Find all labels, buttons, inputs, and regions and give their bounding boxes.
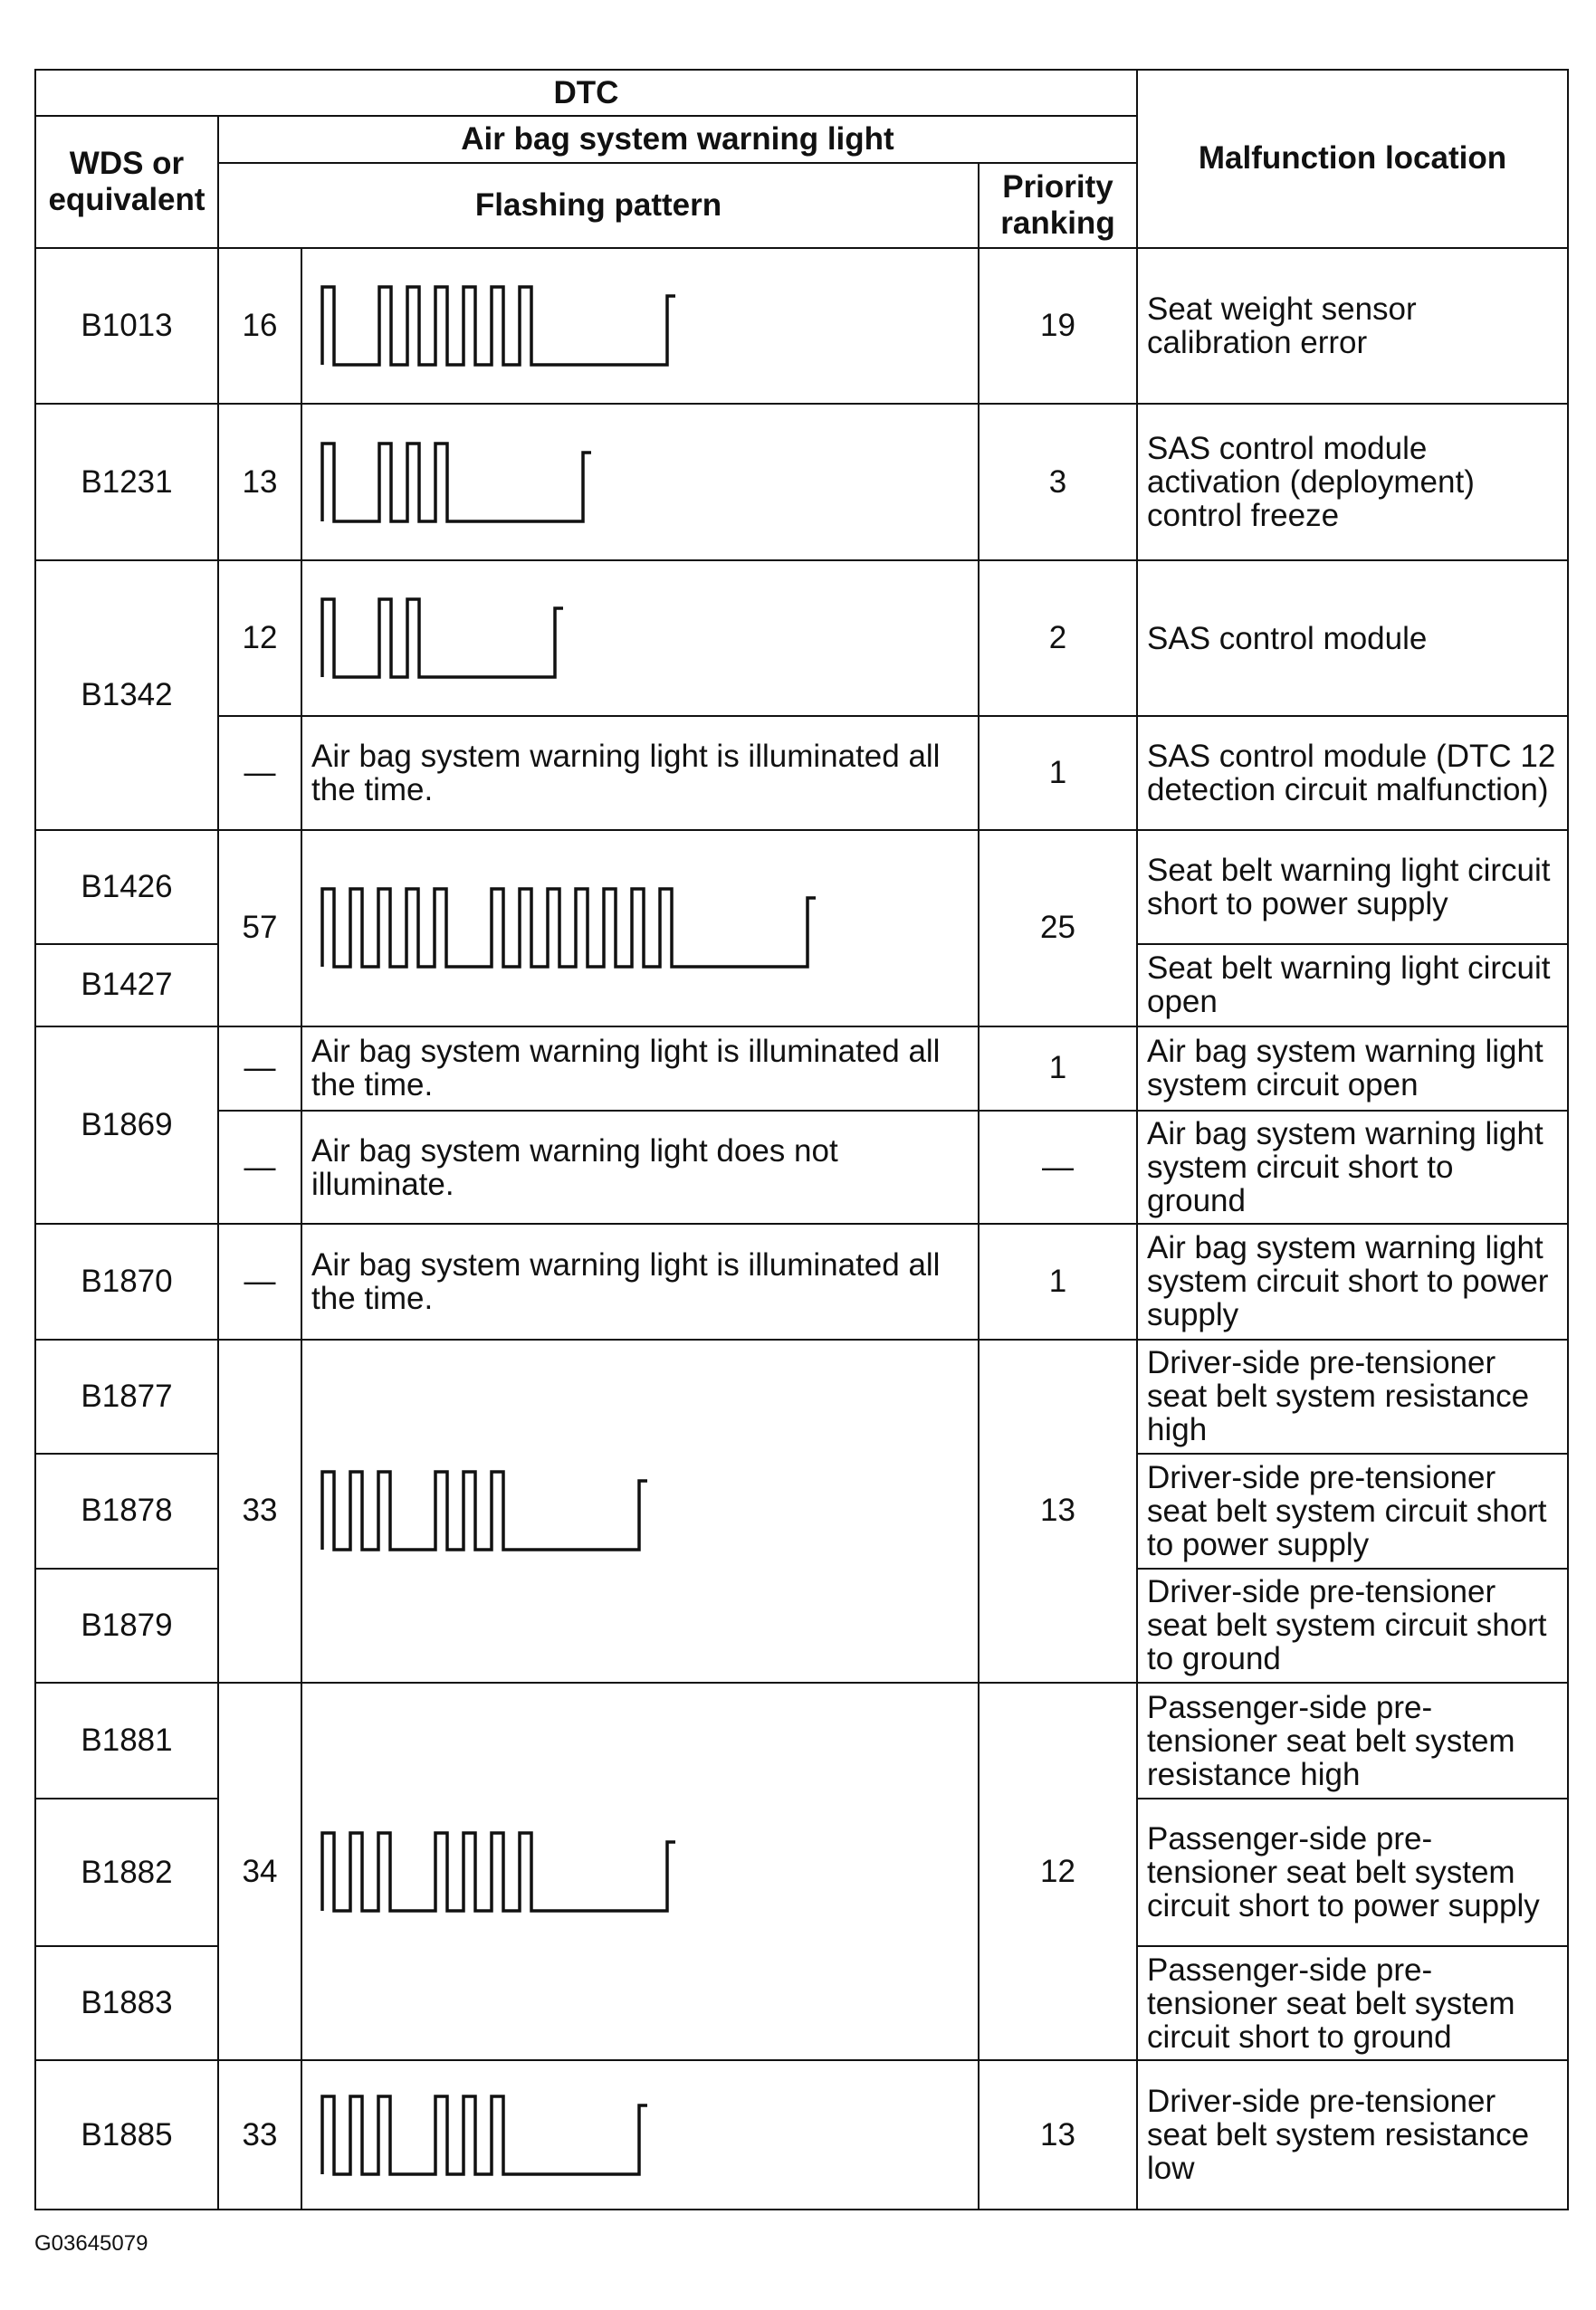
flashing-pattern: [301, 560, 979, 717]
table-row: [35, 1224, 1568, 1339]
table-row: [35, 1026, 1568, 1111]
flashing-pattern: [301, 1340, 979, 1683]
flash-count: 12: [218, 560, 301, 717]
malfunction-location: Driver-side pre-tensioner seat belt system resistance low: [1137, 2060, 1568, 2210]
waveform-line: [322, 599, 563, 677]
flash-pattern-waveform: [313, 878, 947, 978]
priority-ranking: 1: [979, 1224, 1137, 1339]
malfunction-location: SAS control module: [1137, 560, 1568, 717]
table-row: [35, 248, 1568, 405]
table-row: [35, 716, 1568, 829]
priority-ranking-header: Priority ranking: [979, 163, 1137, 247]
flashing-pattern-header: Flashing pattern: [218, 163, 979, 247]
waveform-line: [322, 889, 816, 967]
flash-count: 34: [218, 1683, 301, 2060]
flashing-pattern: [301, 404, 979, 560]
figure-id: G03645079: [34, 2231, 148, 2256]
malfunction-location-header: Malfunction location: [1137, 70, 1568, 248]
flash-count: 16: [218, 248, 301, 405]
flashing-pattern: [301, 248, 979, 405]
malfunction-location: Driver-side pre-tensioner seat belt system resistance high: [1137, 1340, 1568, 1454]
dtc-code: B1231: [35, 404, 218, 560]
priority-ranking: 2: [979, 560, 1137, 717]
malfunction-location: Passenger-side pre-tensioner seat belt system circuit short to power supply: [1137, 1799, 1568, 1946]
flash-count: 33: [218, 1340, 301, 1683]
malfunction-location: Seat belt warning light circuit open: [1137, 944, 1568, 1026]
malfunction-location: Passenger-side pre-tensioner seat belt system circuit short to ground: [1137, 1946, 1568, 2060]
dtc-code: B1878: [35, 1454, 218, 1568]
dtc-code: B1877: [35, 1340, 218, 1454]
malfunction-location: SAS control module (DTC 12 detection circuit malfunction): [1137, 716, 1568, 829]
table-row: [35, 1111, 1568, 1224]
warning-light-description: Air bag system warning light does not illuminate.: [301, 1111, 979, 1224]
priority-ranking: 12: [979, 1683, 1137, 2060]
malfunction-location: Air bag system warning light system circuit short to ground: [1137, 1111, 1568, 1224]
priority-ranking: 13: [979, 2060, 1137, 2210]
priority-ranking: 13: [979, 1340, 1137, 1683]
malfunction-location: Seat belt warning light circuit short to power supply: [1137, 830, 1568, 944]
table-row: [35, 404, 1568, 560]
table-row: [35, 2060, 1568, 2210]
flash-pattern-waveform: [313, 1461, 766, 1561]
flash-count: —: [218, 1111, 301, 1224]
flash-count: —: [218, 1224, 301, 1339]
waveform-line: [322, 287, 675, 365]
waveform-line: [322, 1472, 647, 1550]
flashing-pattern: [301, 830, 979, 1026]
priority-ranking: 1: [979, 1026, 1137, 1111]
malfunction-location: Passenger-side pre-tensioner seat belt system resistance high: [1137, 1683, 1568, 1799]
flash-pattern-waveform: [313, 588, 766, 688]
flash-count: 33: [218, 2060, 301, 2210]
dtc-header: DTC: [35, 70, 1137, 116]
dtc-code: B1426: [35, 830, 218, 944]
waveform-line: [322, 1833, 675, 1911]
malfunction-location: Driver-side pre-tensioner seat belt system circuit short to ground: [1137, 1569, 1568, 1683]
dtc-code: B1882: [35, 1799, 218, 1946]
dtc-code: B1885: [35, 2060, 218, 2210]
table-row: [35, 830, 1568, 944]
waveform-line: [322, 2096, 647, 2174]
warning-light-description: Air bag system warning light is illuminated all the time.: [301, 1224, 979, 1339]
dtc-code: B1870: [35, 1224, 218, 1339]
dtc-code: B1427: [35, 944, 218, 1026]
table-row: [35, 1340, 1568, 1454]
dtc-code: B1342: [35, 560, 218, 830]
malfunction-location: Air bag system warning light system circuit open: [1137, 1026, 1568, 1111]
dtc-code: B1883: [35, 1946, 218, 2060]
priority-ranking: —: [979, 1111, 1137, 1224]
flash-pattern-waveform: [313, 2086, 766, 2185]
flash-count: —: [218, 716, 301, 829]
priority-ranking: 1: [979, 716, 1137, 829]
priority-ranking: 19: [979, 248, 1137, 405]
flash-count: 57: [218, 830, 301, 1026]
flash-count: 13: [218, 404, 301, 560]
warning-light-header: Air bag system warning light: [218, 116, 1137, 163]
flashing-pattern: [301, 2060, 979, 2210]
table-row: [35, 560, 1568, 717]
warning-light-description: Air bag system warning light is illuminated all the time.: [301, 1026, 979, 1111]
priority-ranking: 3: [979, 404, 1137, 560]
dtc-code: B1869: [35, 1026, 218, 1225]
flash-pattern-waveform: [313, 276, 766, 376]
warning-light-description: Air bag system warning light is illuminated all the time.: [301, 716, 979, 829]
malfunction-location: Seat weight sensor calibration error: [1137, 248, 1568, 405]
flash-pattern-waveform: [313, 1822, 802, 1922]
malfunction-location: SAS control module activation (deployment) control freeze: [1137, 404, 1568, 560]
flashing-pattern: [301, 1683, 979, 2060]
dtc-table: [34, 69, 1569, 2210]
flash-count: —: [218, 1026, 301, 1111]
table-row: [35, 1683, 1568, 1799]
dtc-code: B1879: [35, 1569, 218, 1683]
malfunction-location: Air bag system warning light system circuit short to power supply: [1137, 1224, 1568, 1339]
flash-pattern-waveform: [313, 433, 766, 532]
priority-ranking: 25: [979, 830, 1137, 1026]
dtc-code: B1881: [35, 1683, 218, 1799]
waveform-line: [322, 444, 591, 521]
dtc-code: B1013: [35, 248, 218, 405]
malfunction-location: Driver-side pre-tensioner seat belt system circuit short to power supply: [1137, 1454, 1568, 1568]
wds-header: WDS or equivalent: [35, 116, 218, 247]
